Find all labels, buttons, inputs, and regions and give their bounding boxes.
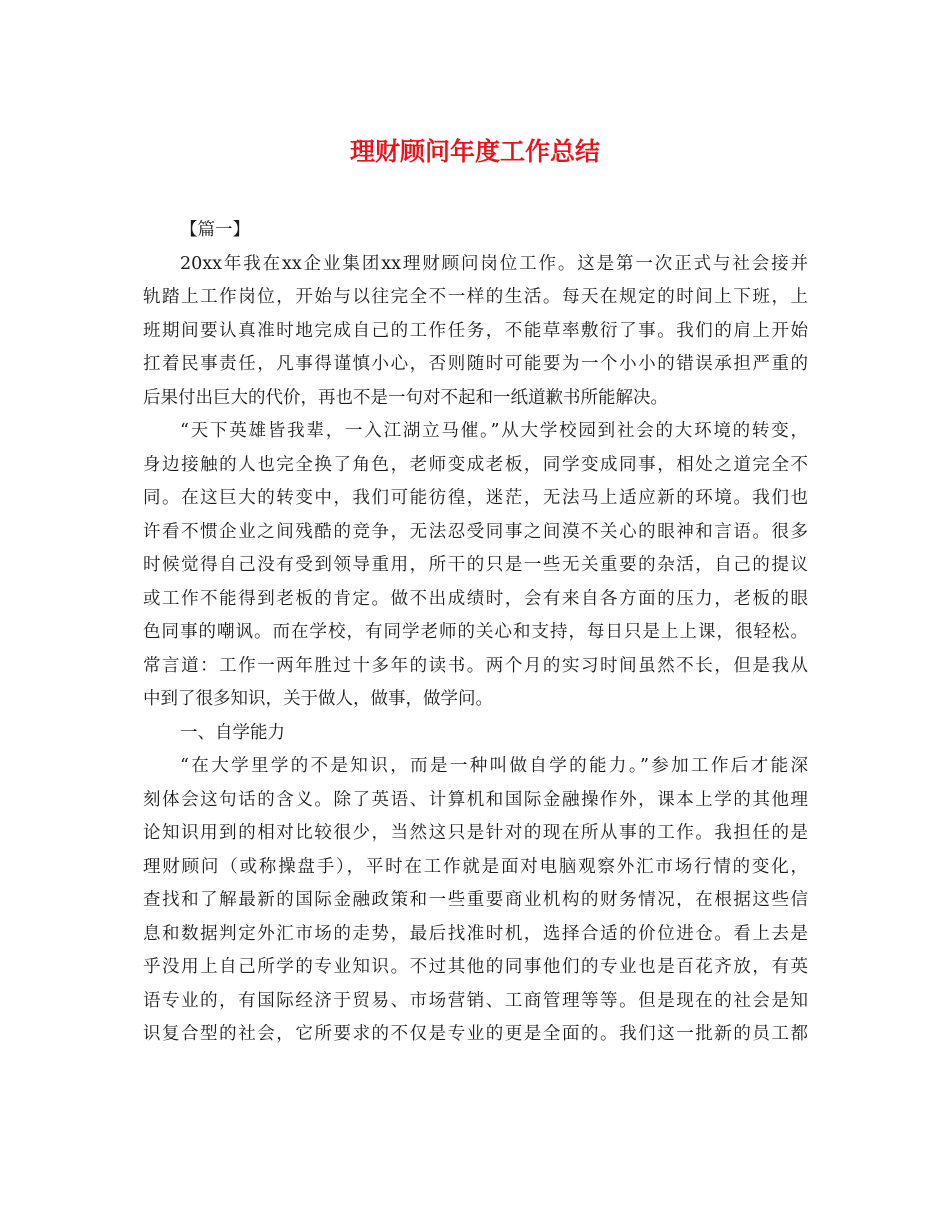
text-line: 轨踏上工作岗位，开始与以往完全不一样的生活。每天在规定的时间上下班，上 [143, 287, 808, 307]
text-line: 中到了很多知识，关于做人，做事，做学问。 [143, 689, 493, 709]
text-line: 识复合型的社会，它所要求的不仅是专业的更是全面的。我们这一批新的员工都 [143, 1024, 808, 1044]
text-line: 理财顾问（或称操盘手），平时在工作就是面对电脑观察外汇市场行情的变化， [143, 856, 808, 877]
document-title: 理财顾问年度工作总结 [349, 137, 600, 166]
text-line: 扛着民事责任，凡事得谨慎小心，否则随时可能要为一个小小的错误承担严重的 [143, 354, 808, 374]
text-line: 时候觉得自己没有受到领导重用，所干的只是一些无关重要的杂活，自己的提议 [143, 555, 808, 575]
text-line: 息和数据判定外汇市场的走势，最后找准时机，选择合适的价位进仓。看上去是 [143, 923, 808, 944]
text-line: 许看不惯企业之间残酷的竞争，无法忍受同事之间漠不关心的眼神和言语。很多 [143, 521, 808, 542]
text-line: 色同事的嘲讽。而在学校，有同学老师的关心和支持，每日只是上上课，很轻松。 [143, 622, 808, 642]
text-line: “天下英雄皆我辈，一入江湖立马催。”从大学校园到社会的大环境的转变， [180, 421, 808, 441]
text-line: 班期间要认真准时地完成自己的工作任务，不能草率敷衍了事。我们的肩上开始 [143, 320, 808, 341]
text-line: 一、自学能力 [180, 722, 285, 743]
text-line: 【篇一】 [180, 220, 250, 240]
text-line: 论知识用到的相对比较很少，当然这只是针对的现在所从事的工作。我担任的是 [143, 823, 808, 843]
text-line: 身边接触的人也完全换了角色，老师变成老板，同学变成同事，相处之道完全不 [143, 454, 808, 475]
text-line: 常言道：工作一两年胜过十多年的读书。两个月的实习时间虽然不长，但是我从 [143, 655, 808, 676]
text-line: 20xx年我在xx企业集团xx理财顾问岗位工作。这是第一次正式与社会接并 [180, 253, 808, 274]
text-line: 同。在这巨大的转变中，我们可能彷徨，迷茫，无法马上适应新的环境。我们也 [143, 488, 808, 508]
text-line: 查找和了解最新的国际金融政策和一些重要商业机构的财务情况，在根据这些信 [143, 890, 808, 910]
text-line: 刻体会这句话的含义。除了英语、计算机和国际金融操作外，课本上学的其他理 [143, 789, 808, 810]
text-line: 语专业的，有国际经济于贸易、市场营销、工商管理等等。但是现在的社会是知 [143, 990, 808, 1011]
text-line: 或工作不能得到老板的肯定。做不出成绩时，会有来自各方面的压力，老板的眼 [143, 588, 808, 609]
text-line: 乎没用上自己所学的专业知识。不过其他的同事他们的专业也是百花齐放，有英 [143, 957, 808, 977]
document-body [143, 214, 808, 1052]
text-line: “在大学里学的不是知识，而是一种叫做自学的能力。”参加工作后才能深 [180, 756, 808, 776]
text-line: 后果付出巨大的代价，再也不是一句对不起和一纸道歉书所能解决。 [143, 387, 668, 408]
